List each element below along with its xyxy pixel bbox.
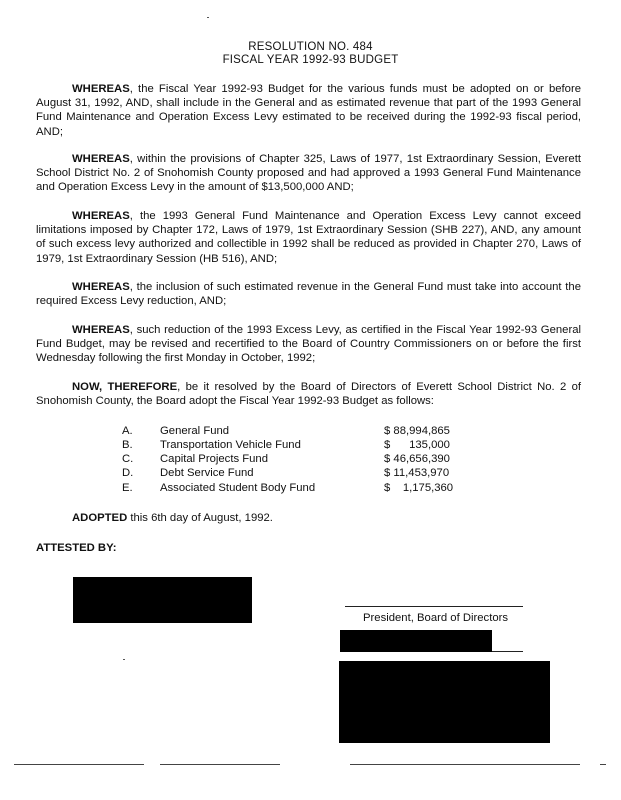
budget-amount: $ 135,000 (384, 439, 450, 451)
scan-speck (207, 17, 209, 18)
budget-letter: A. (122, 425, 133, 437)
budget-fund-name: Capital Projects Fund (160, 453, 268, 465)
budget-fund-name: Associated Student Body Fund (160, 482, 316, 494)
adopted-statement (72, 511, 273, 525)
budget-letter: C. (122, 453, 134, 465)
scan-artifact-line (350, 764, 580, 765)
budget-amount: $ 1,175,360 (384, 482, 454, 494)
paragraph-lead: WHEREAS (72, 83, 130, 95)
budget-fund-name: Debt Service Fund (160, 467, 254, 479)
scan-artifact-line (160, 764, 280, 765)
budget-letter: B. (122, 439, 133, 451)
budget-row (0, 438, 621, 452)
paragraph-lead: WHEREAS (72, 281, 130, 293)
paragraph-lead: WHEREAS (72, 210, 130, 222)
scan-speck (123, 659, 125, 660)
paragraph-text: , the 1993 General Fund Maintenance and Operation Excess Levy cannot exceed limitations imposed by Chapter 172, Laws of 1979, 1st Extraordinary Session (SHB 227), AND, any amount of such excess levy authorized and collectible in 1992 shall be reduced as provided in Chapter 270, Laws of 1979, 1st Extraordinary Session (HB 516), AND; (36, 210, 581, 265)
paragraph-text: , within the provisions of Chapter 325, Laws of 1977, 1st Extraordinary Session, Everett School District No. 2 of Snohomish County proposed and had approved a 1993 General Fund Maintenance and Operation Excess Levy in the amount of $13,500,000 AND; (36, 153, 581, 194)
attested-by-label: ATTESTED BY: (36, 542, 117, 554)
scan-artifact-line (600, 764, 606, 765)
budget-fund-name: Transportation Vehicle Fund (160, 439, 301, 451)
redacted-signature-block (339, 661, 550, 743)
whereas-paragraph-2 (36, 152, 581, 195)
whereas-paragraph-1 (36, 82, 581, 139)
now-therefore-paragraph (36, 380, 581, 408)
budget-letter: D. (122, 467, 134, 479)
budget-amount: $ 11,453,970 (384, 467, 450, 479)
resolution-title: RESOLUTION NO. 484 (248, 41, 373, 53)
budget-row (0, 481, 621, 495)
redacted-signature-block (340, 630, 492, 652)
budget-row (0, 424, 621, 438)
whereas-paragraph-4 (36, 280, 581, 308)
whereas-paragraph-5 (36, 323, 581, 366)
budget-fund-name: General Fund (160, 425, 230, 437)
paragraph-text: , be it resolved by the Board of Directors of Everett School District No. 2 of Snohomish County, the Board adopt the Fiscal Year 1992-93 Budget as follows: (36, 381, 581, 408)
paragraph-text: , the inclusion of such estimated revenue in the General Fund must take into account the required Excess Levy reduction, AND; (36, 281, 581, 308)
budget-amount: $ 46,656,390 (384, 453, 450, 465)
budget-row (0, 452, 621, 466)
whereas-paragraph-3 (36, 209, 581, 266)
president-label: President, Board of Directors (363, 612, 509, 624)
budget-amount: $ 88,994,865 (384, 425, 450, 437)
signature-line (345, 606, 523, 607)
budget-letter: E. (122, 482, 133, 494)
redacted-signature-block (73, 577, 252, 623)
budget-row (0, 466, 621, 480)
paragraph-text: , such reduction of the 1993 Excess Levy, as certified in the Fiscal Year 1992-93 General Fund Budget, may be revised and recertified to the Board of Country Commissioners on or before the first Wednesday following the first Monday in October, 1992; (36, 324, 581, 365)
scan-artifact-line (14, 764, 144, 765)
paragraph-lead: NOW, THEREFORE (72, 381, 178, 393)
paragraph-lead: WHEREAS (72, 324, 130, 336)
adopted-text: this 6th day of August, 1992. (127, 512, 273, 524)
paragraph-lead: WHEREAS (72, 153, 130, 165)
resolution-subtitle: FISCAL YEAR 1992-93 BUDGET (222, 54, 399, 66)
signature-line (492, 651, 523, 652)
adopted-lead: ADOPTED (72, 512, 128, 524)
paragraph-text: , the Fiscal Year 1992-93 Budget for the various funds must be adopted on or before August 31, 1992, AND, shall include in the General and as estimated revenue that part of the 1993 General Fund Maintenance and Operation Excess Levy estimated to be received during the 1992-93 fiscal period, AND; (36, 83, 581, 138)
